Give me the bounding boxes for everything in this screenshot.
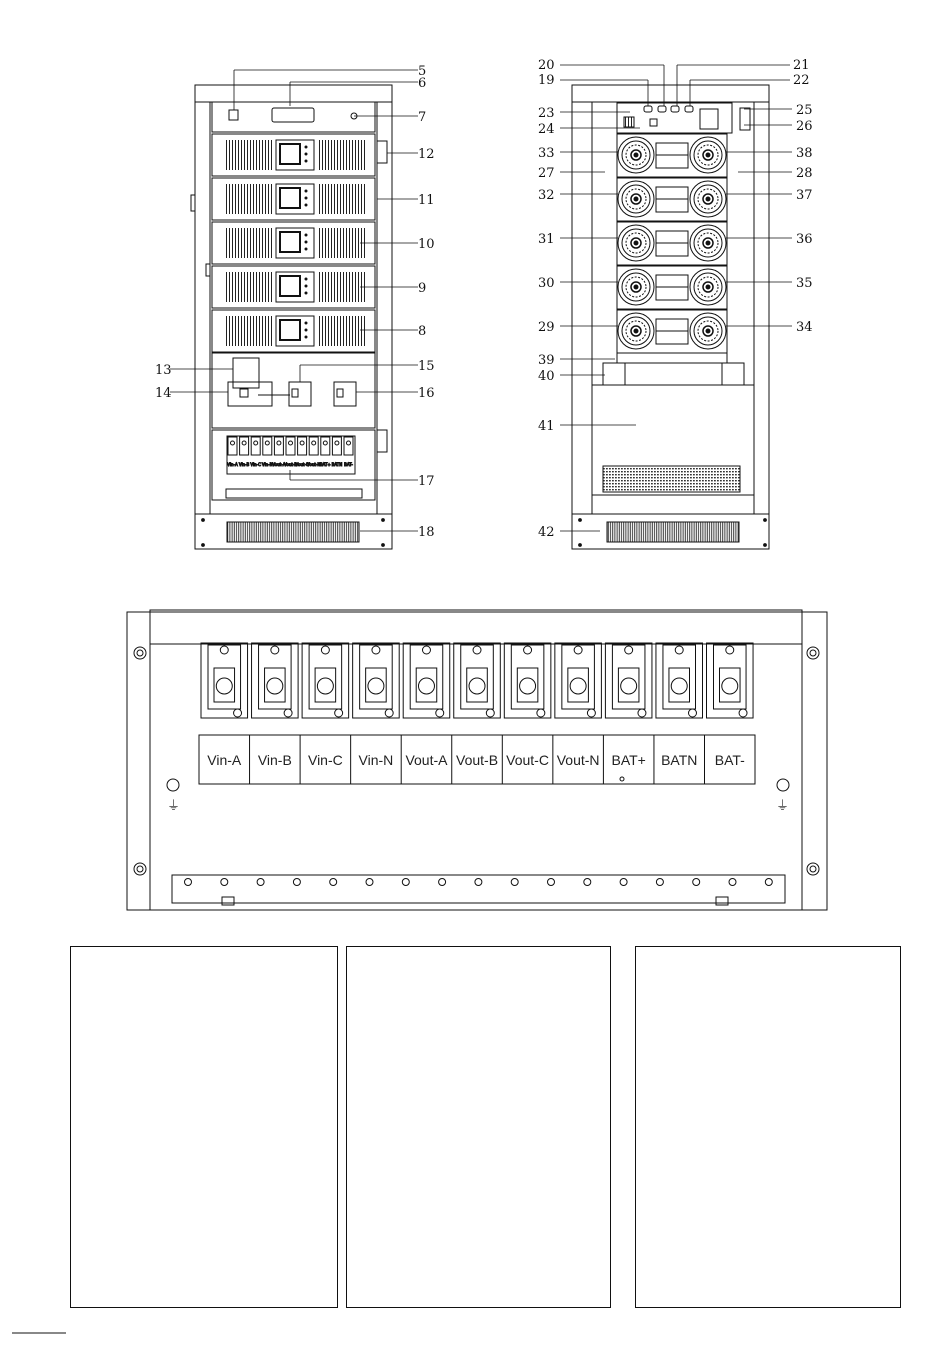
callout-label: 27 (538, 166, 555, 181)
callout (155, 363, 233, 378)
callout-label: 23 (538, 106, 555, 121)
terminal-label: Vin-C (307, 752, 343, 768)
terminal-post (555, 643, 602, 718)
rear-view (572, 85, 769, 549)
terminal-labels (207, 752, 745, 781)
terminal-label: Vout-C (506, 752, 549, 768)
callout-label: 6 (418, 76, 427, 91)
callout (155, 386, 228, 401)
callout (300, 359, 435, 374)
callout-label: 12 (418, 147, 435, 162)
callout-label: 24 (538, 122, 555, 137)
terminal-post (656, 643, 703, 718)
power-module-rear (617, 134, 727, 177)
fan-icon (690, 181, 726, 217)
terminal-post (707, 643, 754, 718)
front-view (191, 85, 392, 549)
callout (377, 193, 435, 208)
terminal-post (605, 643, 652, 718)
fan-icon (618, 225, 654, 261)
power-module-rear (617, 222, 727, 265)
power-modules-front (212, 134, 375, 352)
callout (690, 73, 810, 88)
callout-label: 9 (418, 281, 427, 296)
callout (538, 276, 618, 291)
text-box-2 (346, 946, 611, 1308)
callout (538, 106, 630, 121)
terminal-label: Vout-B (456, 752, 499, 768)
callout-label: 34 (796, 320, 813, 335)
ground-symbol-left: ⏚ (167, 799, 181, 814)
callout-label: 20 (538, 58, 555, 73)
fan-icon (618, 181, 654, 217)
power-modules-rear (617, 134, 727, 353)
power-module-front (212, 134, 375, 176)
callout-label: 40 (538, 369, 555, 384)
callout-label: 22 (793, 73, 810, 88)
callout (290, 76, 426, 91)
callout-label: 13 (155, 363, 172, 378)
callout (538, 525, 600, 540)
mini-terminal-label: BATN (331, 462, 343, 467)
callout (234, 64, 426, 79)
terminal-label: Vout-N (556, 752, 600, 768)
callout (538, 73, 648, 88)
power-module-front (212, 222, 375, 264)
mini-terminal-label: BAT- (344, 462, 353, 467)
mini-terminal-label: Vin-N (261, 462, 273, 467)
callout (360, 281, 426, 296)
callout (538, 320, 618, 335)
terminal-post (201, 643, 248, 718)
callout-label: 32 (538, 188, 555, 203)
callout-label: 18 (418, 525, 435, 540)
callout (290, 474, 435, 489)
fan-icon (690, 137, 726, 173)
fan-icon (618, 269, 654, 305)
terminal-post (403, 643, 450, 718)
callout-label: 26 (796, 119, 813, 134)
callout (354, 110, 426, 125)
callout-label: 25 (796, 103, 813, 118)
power-module-rear (617, 178, 727, 221)
power-module-rear (617, 310, 727, 353)
callout (360, 525, 435, 540)
terminal-label: Vin-N (358, 752, 394, 768)
callout-label: 19 (538, 73, 555, 88)
mini-terminal-label: Vout-N (306, 462, 321, 467)
callout-label: 21 (793, 58, 810, 73)
mini-terminal-label: Vin-B (238, 462, 250, 467)
callout (538, 188, 618, 203)
callout-label: 16 (418, 386, 435, 401)
terminal-label: BATN (661, 752, 698, 768)
callout-label: 30 (538, 276, 555, 291)
callout-label: 38 (796, 146, 813, 161)
callout-label: 11 (418, 193, 435, 208)
callout-label: 36 (796, 232, 813, 247)
power-module-rear (617, 266, 727, 309)
callout-label: 41 (538, 419, 555, 434)
mini-terminal-label: Vout-C (295, 462, 309, 467)
mini-terminal-label: Vin-A (227, 462, 238, 467)
callout-label: 14 (155, 386, 172, 401)
fan-icon (618, 137, 654, 173)
callout (387, 147, 435, 162)
terminal-post (353, 643, 400, 718)
fan-icon (690, 225, 726, 261)
callout (538, 232, 618, 247)
callout-label: 7 (418, 110, 427, 125)
text-box-3 (635, 946, 901, 1308)
terminal-label: Vout-A (405, 752, 448, 768)
callout-label: 33 (538, 146, 555, 161)
terminal-label: Vin-A (207, 752, 242, 768)
callout-label: 17 (418, 474, 435, 489)
power-module-front (212, 310, 375, 352)
callout-label: 39 (538, 353, 555, 368)
callout (538, 419, 636, 434)
callout (738, 166, 813, 181)
mini-terminal-label: Vout-A (272, 462, 286, 467)
terminal-post (302, 643, 349, 718)
terminal-post (454, 643, 501, 718)
mini-terminal-label: BAT+ (319, 462, 331, 467)
front-terminal-strip (227, 437, 353, 467)
callout-label: 28 (796, 166, 813, 181)
terminal-post (504, 643, 551, 718)
callout-label: 35 (796, 276, 813, 291)
callout-label: 10 (418, 237, 435, 252)
fan-icon (618, 313, 654, 349)
callout (360, 237, 435, 252)
mini-terminal-label: Vin-C (250, 462, 261, 467)
text-box-1 (70, 946, 338, 1308)
power-module-front (212, 266, 375, 308)
callout (360, 324, 426, 339)
fan-icon (690, 269, 726, 305)
terminal-label: BAT+ (611, 752, 646, 768)
rail-holes (185, 879, 773, 886)
callout-label: 5 (418, 64, 427, 79)
callout (677, 58, 810, 73)
callout-label: 37 (796, 188, 813, 203)
callout-label: 29 (538, 320, 555, 335)
callout (538, 58, 664, 73)
terminal-post (252, 643, 299, 718)
callout (538, 146, 618, 161)
mini-terminal-label: Vout-B (283, 462, 298, 467)
callout-label: 42 (538, 525, 555, 540)
callout-label: 31 (538, 232, 555, 247)
callout (356, 386, 435, 401)
ground-symbol-right: ⏚ (776, 799, 790, 814)
power-module-front (212, 178, 375, 220)
terminal-label: Vin-B (257, 752, 292, 768)
callout-label: 8 (418, 324, 427, 339)
terminal-label: BAT- (714, 752, 745, 768)
fan-icon (690, 313, 726, 349)
callout-label: 15 (418, 359, 435, 374)
